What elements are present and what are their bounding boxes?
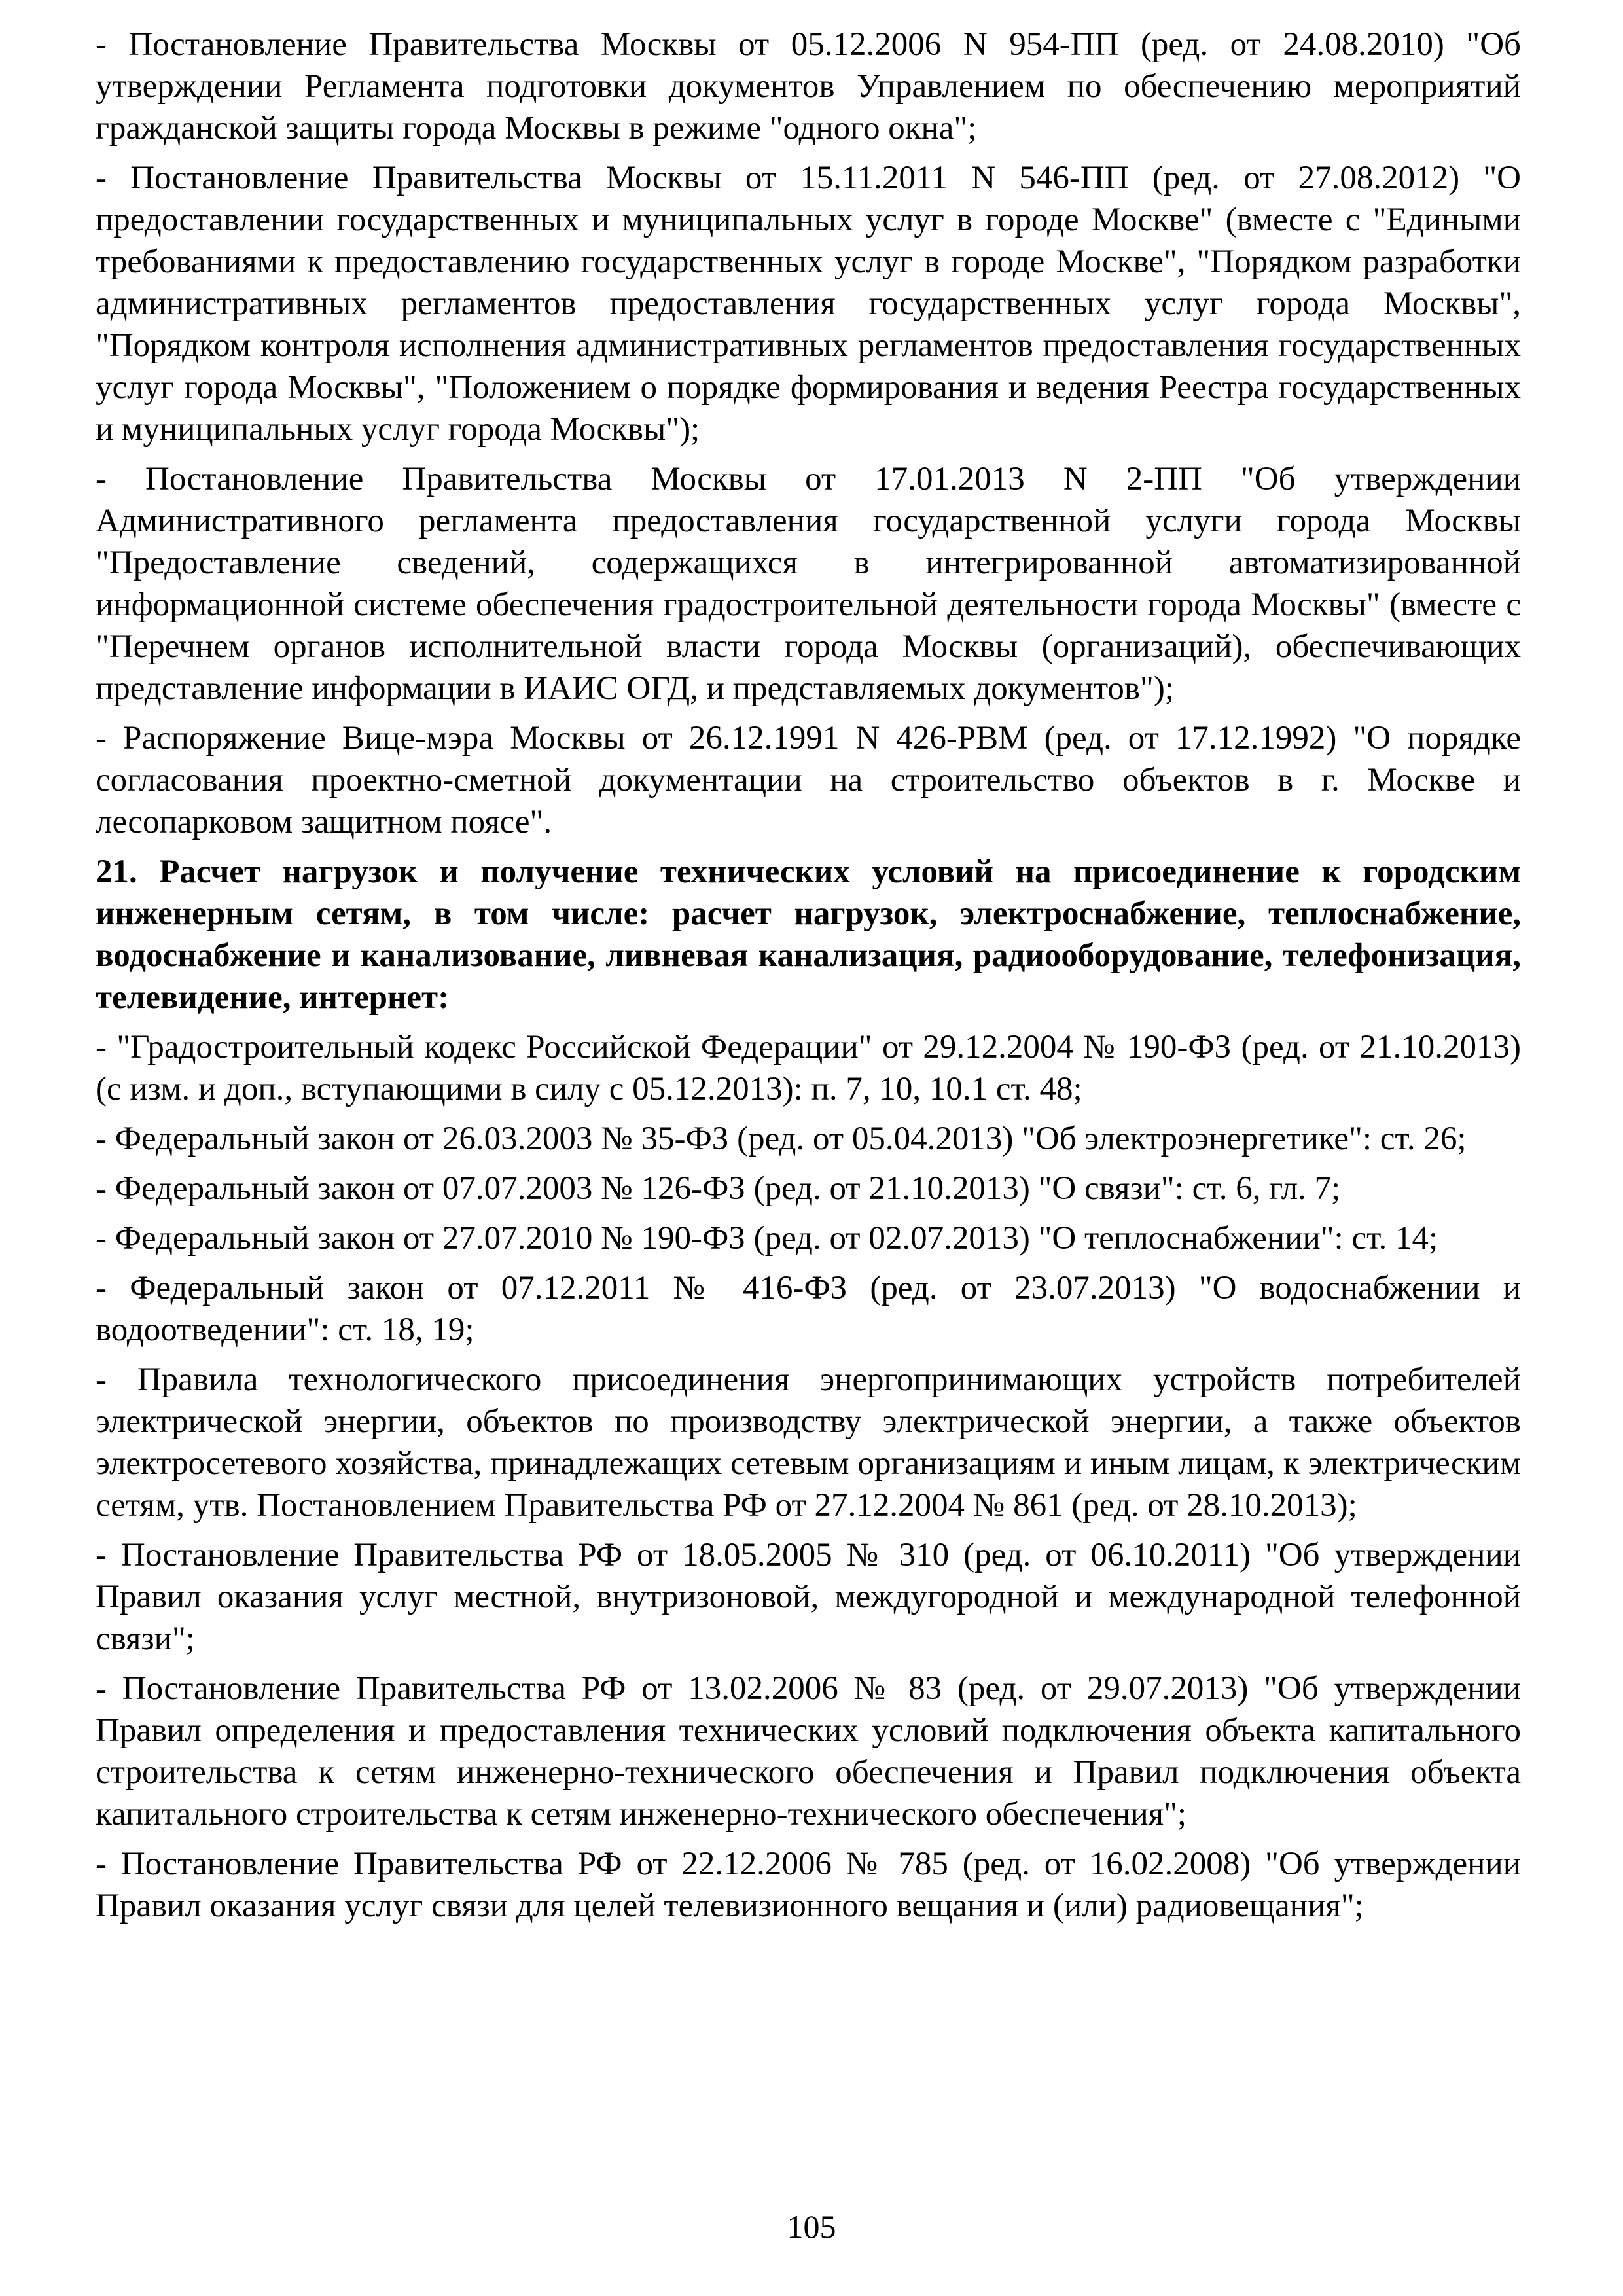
list-item: - Постановление Правительства Москвы от 17.01.2013 N 2-ПП "Об утверждении Административного регламента предоставления государственной услуги города Москвы "Предоставление сведений, содержащихся в интегрированной автоматизированной информационной системе обеспечения градостроительной деятельности города Москвы" (вместе с "Перечнем органов исполнительной власти города Москвы (организаций), обеспечивающих представление информации в ИАИС ОГД, и представляемых документов"); xyxy=(96,461,1521,707)
list-item: - "Градостроительный кодекс Российской Федерации" от 29.12.2004 № 190-ФЗ (ред. от 21.10.2013) (с изм. и доп., вступающими в силу с 05.12.2013): п. 7, 10, 10.1 ст. 48; xyxy=(96,1029,1521,1107)
list-item: - Постановление Правительства РФ от 22.12.2006 № 785 (ред. от 16.02.2008) "Об утверждении Правил оказания услуг связи для целей телевизионного вещания и (или) радиовещания"; xyxy=(96,1846,1521,1924)
list-item: - Правила технологического присоединения энергопринимающих устройств потребителей электрической энергии, объектов по производству электрической энергии, а также объектов электросетевого хозяйства, принадлежащих сетевым организациям и иным лицам, к электрическим сетям, утв. Постановлением Правительства РФ от 27.12.2004 № 861 (ред. от 28.10.2013); xyxy=(96,1361,1521,1524)
list-item: - Федеральный закон от 26.03.2003 № 35-ФЗ (ред. от 05.04.2013) "Об электроэнергетике": ст. 26; xyxy=(96,1121,1467,1157)
list-item: - Постановление Правительства РФ от 13.02.2006 № 83 (ред. от 29.07.2013) "Об утверждении Правил определения и предоставления технических условий подключения объекта капитального строительства к сетям инженерно-технического обеспечения и Правил подключения объекта капитального строительства к сетям инженерно-технического обеспечения"; xyxy=(96,1670,1521,1833)
list-item: - Постановление Правительства Москвы от 05.12.2006 N 954-ПП (ред. от 24.08.2010) "Об утверждении Регламента подготовки документов Управлением по обеспечению мероприятий гражданской защиты города Москвы в режиме "одного окна"; xyxy=(96,26,1521,147)
document-page xyxy=(96,24,1521,1935)
list-item: - Федеральный закон от 27.07.2010 № 190-ФЗ (ред. от 02.07.2013) "О теплоснабжении": ст. 14; xyxy=(96,1220,1438,1257)
list-item: - Федеральный закон от 07.07.2003 № 126-ФЗ (ред. от 21.10.2013) "О связи": ст. 6, гл. 7; xyxy=(96,1170,1341,1207)
section-heading: 21. Расчет нагрузок и получение технических условий на присоединение к городским инженерным сетям, в том числе: расчет нагрузок, электроснабжение, теплоснабжение, водоснабжение и канализование, ливневая канализация, радиооборудование, телефонизация, телевидение, интернет: xyxy=(96,853,1521,1016)
list-item: - Постановление Правительства РФ от 18.05.2005 № 310 (ред. от 06.10.2011) "Об утверждении Правил оказания услуг местной, внутризоновой, междугородной и международной телефонной связи"; xyxy=(96,1537,1521,1657)
list-item: - Федеральный закон от 07.12.2011 № 416-ФЗ (ред. от 23.07.2013) "О водоснабжении и водоотведении": ст. 18, 19; xyxy=(96,1270,1521,1348)
list-item: - Распоряжение Вице-мэра Москвы от 26.12.1991 N 426-РВМ (ред. от 17.12.1992) "О порядке согласования проектно-сметной документации на строительство объектов в г. Москве и лесопарковом защитном поясе". xyxy=(96,720,1521,840)
list-item: - Постановление Правительства Москвы от 15.11.2011 N 546-ПП (ред. от 27.08.2012) "О предоставлении государственных и муниципальных услуг в городе Москве" (вместе с "Едиными требованиями к предоставлению государственных услуг в городе Москве", "Порядком разработки административных регламентов предоставления государственных услуг города Москвы", "Порядком контроля исполнения административных регламентов предоставления государственных услуг города Москвы", "Положением о порядке формирования и ведения Реестра государственных и муниципальных услуг города Москвы"); xyxy=(96,160,1521,448)
page-number: 105 xyxy=(787,2208,836,2245)
